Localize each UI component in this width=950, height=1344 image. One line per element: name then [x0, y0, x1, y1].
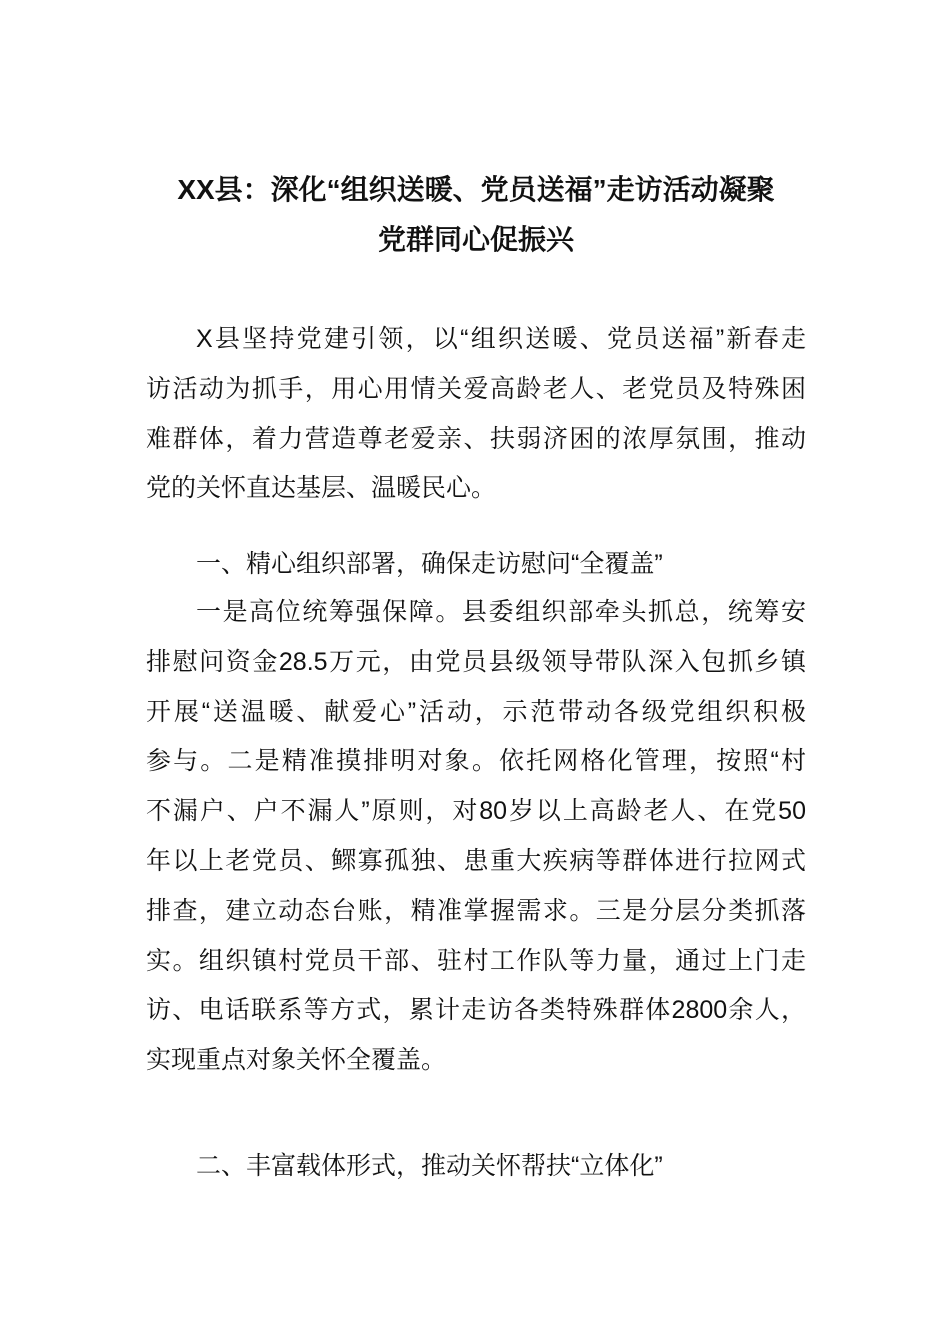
text-line: 访、电话联系等方式，累计走访各类特殊群体2800余人，: [146, 996, 806, 1025]
text-line: 实现重点对象关怀全覆盖。: [146, 1046, 447, 1075]
text-line: 年以上老党员、鳏寡孤独、患重大疾病等群体进行拉网式: [146, 846, 806, 875]
text-line: 排查，建立动态台账，精准掌握需求。三是分层分类抓落: [146, 896, 806, 925]
section-1-paragraph: [146, 588, 806, 1086]
intro-paragraph: [146, 315, 806, 514]
text-line: 难群体，着力营造尊老爱亲、扶弱济困的浓厚氛围，推动: [146, 424, 806, 453]
text-line: 一是高位统筹强保障。县委组织部牵头抓总，统筹安: [196, 598, 806, 626]
text-line: 参与。二是精准摸排明对象。依托网格化管理，按照“村: [146, 747, 806, 776]
section-2-heading: 二、丰富载体形式，推动关怀帮扶“立体化”: [196, 1152, 663, 1180]
text-line: 党的关怀直达基层、温暖民心。: [146, 474, 497, 503]
text-line: 开展“送温暖、献爱心”活动，示范带动各级党组织积极: [146, 697, 806, 726]
title-line-1: XX县：深化“组织送暖、党员送福”走访活动凝聚: [177, 174, 775, 205]
title-line-2: 党群同心促振兴: [377, 224, 574, 255]
section-1-heading: 一、精心组织部署，确保走访慰问“全覆盖”: [196, 550, 663, 578]
text-line: 实。组织镇村党员干部、驻村工作队等力量，通过上门走: [146, 946, 806, 975]
text-line: 排慰问资金28.5万元，由党员县级领导带队深入包抓乡镇: [146, 647, 806, 676]
text-line: X县坚持党建引领，以“组织送暖、党员送福”新春走: [196, 325, 806, 353]
text-line: 不漏户、户不漏人”原则，对80岁以上高龄老人、在党50: [146, 797, 806, 826]
text-line: 访活动为抓手，用心用情关爱高龄老人、老党员及特殊困: [146, 374, 806, 403]
document-title: [140, 165, 812, 265]
